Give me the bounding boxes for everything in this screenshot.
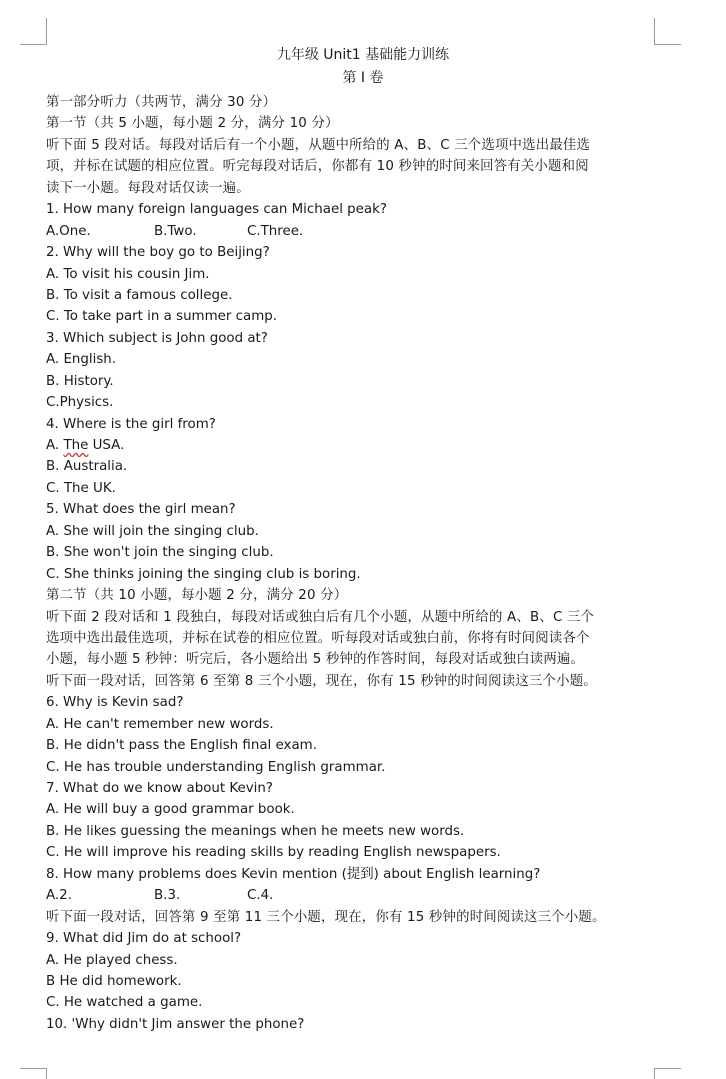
question-line: 2. Why will the boy go to Beijing? — [46, 245, 270, 261]
volume-heading: 第 I 卷 — [342, 70, 384, 86]
spellcheck-marked-word: The — [63, 438, 89, 453]
q1-option-b: B.Two. — [154, 223, 197, 239]
option-line: A. She will join the singing club. — [46, 523, 259, 539]
question-line: 6. Why is Kevin sad? — [46, 695, 184, 711]
text-line: 听下面 2 段对话和 1 段独白，每段对话或独白后有几个小题，从题中所给的 A、B、C 三个 — [46, 609, 595, 625]
document-body — [46, 92, 658, 1035]
crop-mark-bottom-left — [20, 1068, 47, 1079]
option-line: A. He can't remember new words. — [46, 716, 274, 732]
option-line: A. He will buy a good grammar book. — [46, 802, 295, 818]
question-line: 7. What do we know about Kevin? — [46, 781, 273, 796]
option-line: A. English. — [46, 352, 117, 368]
option-line: B. History. — [46, 373, 114, 389]
q4-option-a-rest: USA. — [88, 438, 125, 453]
question-line: 4. Where is the girl from? — [46, 416, 216, 432]
text-line: 选项中选出最佳选项，并标在试卷的相应位置。听每段对话或独白前，你将有时间阅读各个 — [46, 630, 590, 646]
option-line: B. He likes guessing the meanings when he meets new words. — [46, 823, 465, 839]
q4-option-a-prefix: A. — [46, 438, 64, 453]
option-line: A. To visit his cousin Jim. — [46, 266, 210, 282]
option-line: C. She thinks joining the singing club is boring. — [46, 566, 361, 582]
q8-option-a: A.2. — [46, 888, 72, 904]
q8-options — [46, 885, 658, 906]
option-line: B. He didn't pass the English final exam. — [46, 738, 317, 754]
question-line: 8. How many problems does Kevin mention (提到) about English learning? — [46, 866, 541, 882]
text-line: 听下面一段对话，回答第 6 至第 8 三个小题，现在，你有 15 秒钟的时间阅读这三个小题。 — [46, 673, 597, 689]
option-line: C. The UK. — [46, 480, 116, 496]
crop-mark-top-right — [654, 18, 681, 45]
crop-mark-bottom-right — [654, 1068, 681, 1079]
q4-option-a — [46, 435, 658, 456]
option-line: C. He has trouble understanding English grammar. — [46, 759, 386, 775]
q8-option-b: B.3. — [154, 888, 181, 904]
text-line: 第一节（共 5 小题，每小题 2 分，满分 10 分） — [46, 116, 339, 132]
option-line: B. To visit a famous college. — [46, 287, 233, 303]
text-line: 听下面 5 段对话。每段对话后有一个小题，从题中所给的 A、B、C 三个选项中选出最佳选 — [46, 137, 591, 153]
q1-option-a: A.One. — [46, 223, 91, 239]
option-line: C. He watched a game. — [46, 995, 203, 1011]
q1-options — [46, 221, 658, 242]
text-line: 项，并标在试题的相应位置。听完每段对话后，你都有 10 秒钟的时间来回答有关小题和阅 — [46, 159, 589, 175]
option-line: C. He will improve his reading skills by reading English newspapers. — [46, 845, 501, 861]
option-line: A. He played chess. — [46, 952, 178, 968]
question-line: 5. What does the girl mean? — [46, 502, 236, 518]
text-line: 听下面一段对话，回答第 9 至第 11 三个小题，现在，你有 15 秒钟的时间阅读这三个小题。 — [46, 909, 606, 925]
option-line: B. Australia. — [46, 459, 128, 475]
question-line: 10. 'Why didn't Jim answer the phone? — [46, 1016, 305, 1032]
q8-option-c: C.4. — [247, 888, 274, 904]
text-line: 第二节（共 10 小题，每小题 2 分，满分 20 分） — [46, 588, 348, 604]
option-line: B He did homework. — [46, 973, 182, 989]
q1-option-c: C.Three. — [247, 223, 304, 239]
question-line: 1. How many foreign languages can Michael peak? — [46, 202, 387, 218]
option-line: B. She won't join the singing club. — [46, 545, 274, 561]
crop-mark-top-left — [20, 18, 47, 45]
question-line: 9. What did Jim do at school? — [46, 931, 242, 947]
text-line: 读下一小题。每段对话仅读一遍。 — [46, 180, 250, 196]
text-line: 第一部分听力（共两节，满分 30 分） — [46, 95, 277, 110]
question-line: 3. Which subject is John good at? — [46, 330, 268, 346]
option-line: C. To take part in a summer camp. — [46, 309, 278, 325]
document-title: 九年级 Unit1 基础能力训练 — [276, 47, 450, 63]
option-line: C.Physics. — [46, 395, 114, 411]
text-line: 小题，每小题 5 秒钟：听完后，各小题给出 5 秒钟的作答时间，每段对话或独白读两遍。 — [46, 652, 585, 668]
